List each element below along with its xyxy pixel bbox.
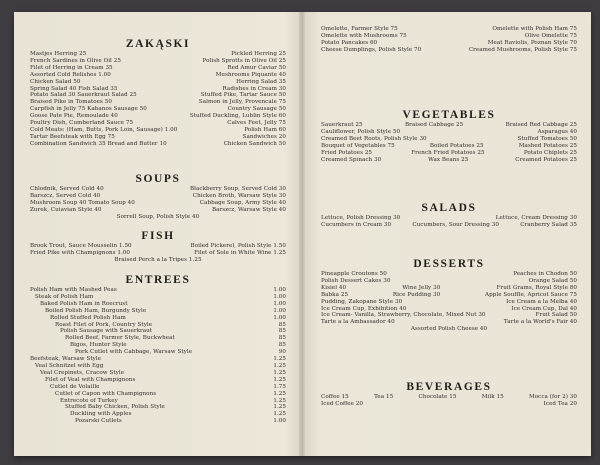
zakaski-row: [30, 141, 286, 148]
entree-price: 1.25: [273, 404, 286, 411]
vegetables-item: Mashed Potatoes 25: [518, 142, 577, 149]
zakaski-item: Radishes in Cream 30: [222, 85, 286, 92]
fish-item: Filet of Sole in White Wine 1.25: [194, 249, 286, 256]
omelette-item: Omelette, Farmer Style 75: [321, 26, 398, 32]
desserts-item: Babka 25: [321, 291, 349, 298]
zakaski-row: [30, 113, 286, 120]
vegetables-item: Sauerkraut 25: [321, 122, 363, 128]
desserts-item: Orange Salad 50: [528, 277, 577, 284]
zakaski-item: Potato Salad 30 Sauerkraut Salad 25: [30, 92, 137, 99]
omelette-item: Cheese Dumplings, Polish Style 70: [321, 46, 422, 53]
zakaski-row: [30, 72, 286, 79]
omelette-row: [321, 47, 577, 54]
desserts-item: Polish Dessert Cakes 30: [321, 277, 391, 284]
vegetables-item: French Fried Potatoes 25: [411, 149, 485, 156]
entree-price: 85: [278, 335, 286, 342]
vegetables-item: Bouquet of Vegetables 75: [321, 142, 395, 149]
salads-row: [321, 215, 577, 222]
vegetables-section: [321, 109, 577, 163]
zakaski-item: Sandwiches 20: [242, 133, 286, 140]
entree-price: 1.25: [273, 411, 286, 418]
omelette-item: Omelette with Mushrooms 75: [321, 32, 407, 39]
vegetables-row: [321, 143, 577, 150]
entree-row: [30, 301, 286, 308]
salads-item: Cranberry Salad 35: [520, 221, 577, 228]
fish-item: Boiled Pickerel, Polish Style 1.50: [190, 243, 286, 249]
entree-name: Rolled Stuffed Polish Ham: [50, 314, 126, 321]
zakaski-item: Pickled Herring 25: [231, 51, 286, 57]
desserts-item: Fruit Grams, Royal Style 80: [496, 284, 577, 291]
omelette-item: Omelette with Polish Ham 75: [492, 26, 577, 32]
vegetables-list: [321, 122, 577, 163]
desserts-item: Rice Pudding 30: [392, 291, 441, 298]
beverage-item: Iced Tea 20: [543, 400, 577, 407]
desserts-item: Ice Cream- Vanilla, Strawberry, Chocolate, Mixed Nut 30: [321, 312, 486, 319]
desserts-item: Pineapple Croutons 50: [321, 271, 387, 277]
entree-name: Veal Schnitzel with Egg: [35, 362, 104, 369]
zakaski-item: Assorted Cold Relishes 1.00: [30, 71, 111, 78]
zakaski-item: Mushrooms Piquante 40: [215, 71, 286, 78]
zakaski-item: Calves Feet, Jelly 75: [227, 120, 286, 127]
entree-price: 1.00: [273, 287, 286, 293]
omelette-row: [321, 33, 577, 40]
fish-section: [30, 230, 286, 264]
zakaski-item: Polish Ham 60: [244, 126, 286, 133]
desserts-item: Apple Souffle, Apricot Sauce 75: [485, 291, 577, 298]
zakaski-item: Spring Salad 40 Fish Salad 35: [30, 85, 118, 92]
desserts-row: [321, 292, 577, 299]
entree-name: Polish Sausage with Sauerkraut: [60, 328, 153, 335]
omelette-row: [321, 40, 577, 47]
beverages-row: [321, 401, 577, 408]
salads-item: Lettuce, Polish Dressing 30: [321, 215, 401, 221]
entrees-section: [30, 274, 286, 425]
zakaski-row: [30, 58, 286, 65]
zakaski-row: [30, 134, 286, 141]
zakaski-row: [30, 92, 286, 99]
vegetables-row: [321, 136, 577, 143]
zakaski-section: [30, 38, 286, 148]
soups-item: Barszcz, Served Cold 40: [30, 192, 101, 199]
soups-section: [30, 173, 286, 221]
desserts-item: Ice Cream Cup, Exhibition 40: [321, 305, 407, 312]
vegetables-item: Potato Chiplets 25: [523, 149, 577, 156]
zakaski-item: Chicken Salad 50: [30, 78, 81, 85]
desserts-list: [321, 271, 577, 326]
entree-name: Veal Crepinets, Cracow Style: [40, 369, 125, 376]
zakaski-row: [30, 65, 286, 72]
desserts-item: Ice Cream a la Melba 40: [506, 298, 577, 305]
desserts-item: Kisiel 40: [321, 284, 347, 291]
omelette-item: Olive Omelette 75: [524, 32, 577, 39]
soups-item: Cabbage Soup, Army Style 40: [199, 199, 286, 206]
entree-price: 1.00: [273, 418, 286, 425]
zakaski-item: Combination Sandwich 35 Bread and Butter 10: [30, 140, 167, 147]
beverage-item: Coffee 15: [321, 394, 349, 400]
vegetables-item: Asparagus 40: [537, 128, 577, 135]
desserts-section: [321, 258, 577, 333]
soups-center-item: Sorrell Soup, Polish Style 40: [116, 213, 200, 220]
zakaski-heading: ZAKĄSKI: [125, 38, 191, 50]
desserts-heading: DESSERTS: [413, 258, 485, 270]
soups-row: [30, 207, 286, 214]
entree-name: Entrecote of Turkey: [60, 397, 118, 404]
entree-price: 85: [278, 342, 286, 349]
entree-name: Pozarski Cutlets: [75, 418, 122, 425]
fish-item: Fried Pike with Champignons 1.00: [30, 249, 130, 256]
entree-name: Rolled Beef, Farmer Style, Buckwheat: [65, 335, 175, 342]
entree-row: [30, 363, 286, 370]
zakaski-item: Braised Pike in Tomatoes 50: [30, 99, 112, 106]
soups-row: [30, 200, 286, 207]
entree-name: Filet of Veal with Champignons: [45, 376, 136, 383]
zakaski-item: Stuffed Duckling, Lublin Style 60: [189, 113, 286, 120]
left-page: [14, 12, 299, 456]
entree-price: 1.25: [273, 376, 286, 383]
entree-price: 1.75: [273, 383, 286, 390]
entree-price: 90: [278, 349, 286, 356]
desserts-item: Ice Cream Cup, Dal 40: [511, 305, 577, 312]
entree-price: 1.25: [273, 397, 286, 404]
entree-price: 1.25: [273, 390, 286, 397]
desserts-center-item: Assorted Polish Cheese 40: [410, 326, 488, 333]
entree-row: [30, 391, 286, 398]
entree-price: 1.00: [273, 293, 286, 300]
zakaski-item: Tartar Beefsteak with Egg 75: [30, 133, 115, 140]
entree-name: Baked Polish Ham in Roecrust: [40, 300, 128, 307]
desserts-item: Tarte a la World's Fair 40: [503, 319, 577, 326]
beverages-row: [321, 394, 577, 401]
fish-list: [30, 243, 286, 257]
vegetables-row: [321, 122, 577, 129]
entree-row: [30, 377, 286, 384]
vegetables-row: [321, 150, 577, 157]
soups-heading: SOUPS: [135, 173, 181, 185]
desserts-item: Peaches in Chodon 50: [513, 271, 577, 277]
vegetables-item: Creamed Beet Roots, Polish Style 30: [321, 135, 427, 142]
entree-price: 1.25: [273, 369, 286, 376]
desserts-item: Fruit Salad 50: [535, 312, 577, 319]
zakaski-row: [30, 120, 286, 127]
salads-list: [321, 215, 577, 229]
entree-row: [30, 349, 286, 356]
entree-name: Stuffed Baby Chicken, Polish Style: [65, 404, 165, 411]
zakaski-item: Carpfish in Jelly 75 Kabanos Sausage 50: [30, 106, 147, 113]
entree-price: 1.25: [273, 362, 286, 369]
entree-row: [30, 411, 286, 418]
soups-row: [30, 193, 286, 200]
entree-price: 1.00: [273, 307, 286, 314]
zakaski-item: Herring Salad 35: [236, 78, 286, 85]
entree-row: [30, 418, 286, 425]
vegetables-item: Cauliflower, Polish Style 50: [321, 128, 401, 135]
vegetables-row: [321, 157, 577, 164]
right-page: [305, 12, 591, 456]
vegetables-item: Braised Red Cabbage 25: [505, 122, 577, 128]
entree-row: [30, 342, 286, 349]
entree-name: Cutlet de Volaille: [50, 383, 100, 390]
soups-item: Mushroom Soup 40 Tomato Soup 40: [30, 199, 135, 206]
omelette-item: Potato Pancakes 60: [321, 39, 378, 46]
entree-price: 1.25: [273, 356, 286, 363]
vegetables-item: Stuffed Tomatoes 50: [517, 135, 577, 142]
zakaski-list: [30, 51, 286, 148]
entree-row: [30, 322, 286, 329]
fish-center-item: Braised Perch a la Tripes 1.25: [114, 256, 202, 263]
entree-name: Bigos, Hunter Style: [70, 342, 127, 349]
entree-name: Beefsteak, Warsaw Style: [30, 356, 102, 363]
salads-row: [321, 222, 577, 229]
beverages-heading: BEVERAGES: [406, 381, 492, 393]
entree-row: [30, 398, 286, 405]
soups-list: [30, 186, 286, 214]
entree-row: [30, 356, 286, 363]
desserts-row: [321, 285, 577, 292]
beverage-item: Iced Coffee 20: [321, 400, 364, 407]
vegetables-item: Creamed Spinach 30: [321, 156, 382, 163]
zakaski-item: French Sardines in Olive Oil 25: [30, 57, 121, 64]
desserts-row: [321, 278, 577, 285]
zakaski-item: Goose Pate Pie, Remoulade 40: [30, 113, 118, 120]
omelette-item: Creamed Mushrooms, Polish Style 75: [468, 46, 577, 53]
zakaski-row: [30, 86, 286, 93]
zakaski-row: [30, 79, 286, 86]
vegetables-item: Fried Potatoes 25: [321, 149, 373, 156]
salads-section: [321, 202, 577, 229]
zakaski-item: Cold Meats: (Ham, Butts, Pork Loin, Sausage) 1.00: [30, 126, 178, 133]
fish-row: [30, 250, 286, 257]
entree-row: [30, 294, 286, 301]
zakaski-item: Salmon in Jelly, Provencale 75: [198, 99, 286, 106]
vegetables-item: Creamed Potatoes 25: [515, 156, 577, 163]
soups-item: Barszcz, Warsaw Style 40: [211, 206, 286, 213]
beverages-section: [321, 381, 577, 408]
entrees-list: [30, 287, 286, 425]
entrees-heading: ENTREES: [125, 274, 191, 286]
fish-item: Brook Trout, Sauce Mousselin 1.50: [30, 243, 132, 249]
desserts-row: [321, 306, 577, 313]
zakaski-item: Stuffed Pike, Tartar Sauce 50: [200, 92, 286, 99]
soups-item: Zurek, Cuiavian Style 40: [30, 206, 102, 213]
vegetables-heading: VEGETABLES: [402, 109, 496, 121]
entree-name: Steak of Polish Ham: [35, 293, 94, 300]
beverage-item: Milk 15: [481, 394, 504, 400]
entree-row: [30, 335, 286, 342]
soups-item: Chicken Broth, Warsaw Style 30: [192, 192, 286, 199]
omelette-list: [321, 26, 577, 54]
entree-name: Polish Ham with Mashed Peas: [30, 287, 117, 293]
menu-spread: [14, 12, 591, 456]
entree-name: Duckling with Apples: [70, 411, 132, 418]
entree-price: 1.00: [273, 314, 286, 321]
salads-item: Lettuce, Cream Dressing 30: [495, 215, 577, 221]
entree-row: [30, 370, 286, 377]
desserts-row: [321, 319, 577, 326]
zakaski-item: Filet of Herring in Cream 35: [30, 64, 113, 71]
vegetables-row: [321, 129, 577, 136]
soups-item: Blackberry Soup, Served Cold 30: [190, 186, 286, 192]
zakaski-item: Chicken Sandwich 50: [223, 140, 286, 147]
zakaski-row: [30, 106, 286, 113]
entree-name: Boiled Polish Ham, Burgundy Style: [45, 307, 147, 314]
entree-price: 85: [278, 321, 286, 328]
zakaski-item: Poultry Dish, Cumberland Sauce 75: [30, 120, 134, 127]
entree-price: 85: [278, 328, 286, 335]
entree-row: [30, 287, 286, 294]
entree-row: [30, 315, 286, 322]
vegetables-item: Wax Beans 25: [428, 156, 469, 163]
salads-item: Cucumbers in Cream 30: [321, 221, 392, 228]
entree-row: [30, 308, 286, 315]
entree-row: [30, 404, 286, 411]
zakaski-item: Polish Sprotts in Olive Oil 25: [202, 57, 286, 64]
entree-name: Roast Filet of Pork, Country Style: [55, 321, 153, 328]
soups-row: [30, 186, 286, 193]
beverage-item: Chocolate 15: [418, 394, 457, 400]
beverage-item: Mocca (for 2) 30: [528, 394, 577, 400]
salads-item: Cucumbers, Sour Dressing 30: [412, 221, 499, 228]
desserts-item: Tarte a la Ambassador 40: [321, 319, 395, 326]
zakaski-item: Country Sausage 50: [227, 106, 286, 113]
zakaski-row: [30, 51, 286, 58]
fish-heading: FISH: [141, 230, 175, 242]
vegetables-item: Braised Cabbage 25: [404, 122, 464, 128]
omelette-section: [321, 26, 577, 54]
zakaski-row: [30, 127, 286, 134]
entree-name: Cutlet of Capon with Champignons: [55, 390, 157, 397]
entree-row: [30, 328, 286, 335]
zakaski-item: Mastjes Herring 25: [30, 51, 87, 57]
desserts-row: [321, 271, 577, 278]
entree-price: 1.00: [273, 300, 286, 307]
soups-item: Chlodnik, Served Cold 40: [30, 186, 104, 192]
entree-name: Pork Cutlet with Cabbage, Warsaw Style: [75, 349, 193, 356]
fish-row: [30, 243, 286, 250]
zakaski-item: Red Amur Caviar 50: [227, 64, 286, 71]
desserts-row: [321, 312, 577, 319]
desserts-row: [321, 299, 577, 306]
omelette-row: [321, 26, 577, 33]
vegetables-item: Boiled Potatoes 25: [429, 142, 484, 149]
beverage-item: Tea 15: [374, 394, 394, 400]
desserts-item: Pudding, Zakopane Style 30: [321, 298, 403, 305]
salads-heading: SALADS: [421, 202, 477, 214]
omelette-item: Meat Raviolis, Poznan Style 70: [487, 39, 577, 46]
entree-row: [30, 384, 286, 391]
zakaski-row: [30, 99, 286, 106]
desserts-item: Wine Jelly 30: [402, 284, 441, 291]
